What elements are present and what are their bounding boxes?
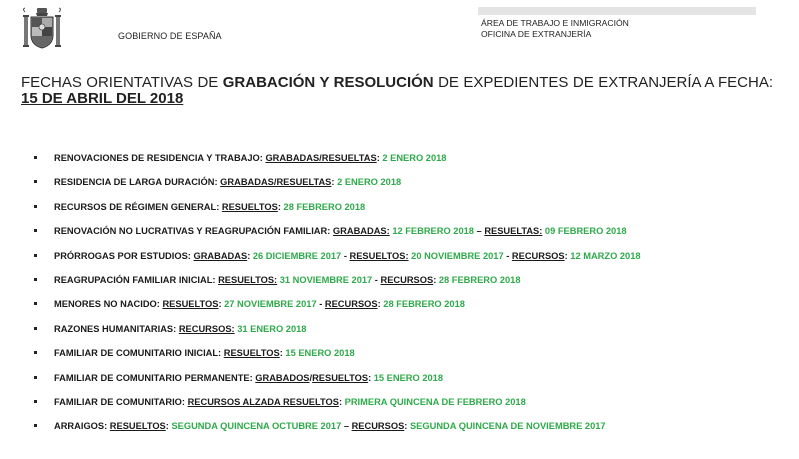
item-text: RENOVACIÓN NO LUCRATIVAS Y REAGRUPACIÓN FAMILIAR: (54, 226, 333, 237)
status-date: 09 FEBRERO 2018 (542, 226, 627, 237)
status-date: 12 FEBRERO 2018 (389, 226, 474, 237)
item-text: – (341, 421, 352, 432)
item-text: RECURSOS DE RÉGIMEN GENERAL: (54, 201, 222, 212)
list-item (34, 366, 641, 390)
list-item (34, 219, 641, 243)
status-date: SEGUNDA QUINCENA OCTUBRE 2017 (171, 421, 342, 432)
status-label: RESUELTOS (109, 421, 166, 432)
title-text-end: DE EXPEDIENTES DE EXTRANJERÍA A FECHA: (433, 74, 773, 91)
status-label: GRABADOS (255, 372, 310, 383)
list-item (34, 414, 641, 438)
status-label: RESUELTOS: (218, 274, 278, 285)
item-text: FAMILIAR DE COMUNITARIO INICIAL: (54, 348, 224, 359)
status-label: GRABADAS/RESUELTAS (265, 153, 377, 163)
title-date: 15 DE ABRIL DEL 2018 (21, 90, 184, 107)
status-label: RESUELTOS (223, 348, 280, 359)
status-label: RESUELTOS: (349, 250, 409, 261)
status-label: RECURSOS (380, 274, 434, 285)
status-label: RESUELTAS: (484, 226, 543, 237)
title-text-start: FECHAS ORIENTATIVAS DE (21, 74, 223, 91)
item-text: - (316, 299, 325, 310)
item-text: RESIDENCIA DE LARGA DURACIÓN: (54, 177, 221, 188)
list-item (34, 390, 641, 414)
list-item (34, 317, 641, 341)
list-item (34, 244, 641, 268)
item-text: : (165, 421, 172, 432)
status-label: RECURSOS ALZADA RESUELTOS (187, 396, 339, 407)
item-text: : (368, 372, 374, 383)
item-text: : (433, 274, 439, 285)
item-text: - (503, 250, 512, 261)
status-date: 27 NOVIEMBRE 2017 (224, 299, 317, 310)
status-label: RESUELTOS (162, 299, 219, 310)
government-name: GOBIERNO DE ESPAÑA (118, 31, 222, 41)
item-text: : (338, 396, 345, 407)
item-text: FAMILIAR DE COMUNITARIO: (54, 396, 188, 407)
status-date: 20 NOVIEMBRE 2017 (408, 250, 504, 261)
status-date: 28 FEBRERO 2018 (438, 274, 521, 285)
item-text: : (564, 250, 571, 261)
status-date: 28 FEBRERO 2018 (283, 201, 366, 212)
status-date: 26 DICIEMBRE 2017 (252, 250, 342, 261)
item-text: : (404, 421, 410, 432)
status-date: 31 NOVIEMBRE 2017 (277, 274, 373, 285)
status-date: 15 ENERO 2018 (285, 348, 355, 359)
list-item (34, 195, 641, 219)
list-item (34, 341, 641, 365)
item-text: RAZONES HUMANITARIAS: (54, 323, 179, 334)
list-item (34, 146, 641, 170)
department-header (481, 18, 629, 40)
item-text: : (377, 299, 384, 310)
coat-of-arms-icon (22, 7, 62, 49)
status-date: 2 ENERO 2018 (382, 153, 447, 163)
list-item (34, 292, 641, 316)
status-label: RECURSOS (351, 421, 405, 432)
status-date: PRIMERA QUINCENA DE FEBRERO 2018 (344, 396, 526, 407)
office-name: OFICINA DE EXTRANJERÍA (481, 29, 592, 39)
item-text: : (331, 177, 338, 188)
title-bold-text: GRABACIÓN Y RESOLUCIÓN (222, 74, 434, 91)
status-label: GRABADAS (193, 250, 248, 261)
item-text: - (372, 274, 381, 285)
item-text: / (309, 372, 313, 383)
status-label: GRABADAS/RESUELTAS (220, 177, 332, 188)
item-text: : (247, 250, 253, 261)
status-list (34, 146, 641, 439)
status-date: 12 MARZO 2018 (570, 250, 641, 261)
status-label: GRABADAS: (332, 226, 390, 237)
item-text: FAMILIAR DE COMUNITARIO PERMANENTE: (54, 372, 256, 383)
item-text: ARRAIGOS: (54, 421, 110, 432)
item-text: - (341, 250, 350, 261)
document-title (21, 75, 773, 107)
header-band (478, 7, 756, 15)
status-date: 2 ENERO 2018 (337, 177, 402, 188)
status-date: SEGUNDA QUINCENA DE NOVIEMBRE 2017 (409, 421, 606, 432)
item-text: : (279, 348, 286, 359)
status-label: RECURSOS: (178, 323, 235, 334)
list-item (34, 268, 641, 292)
status-label: RESUELTOS (312, 372, 369, 383)
item-text: : (218, 299, 225, 310)
status-label: RECURSOS (324, 299, 378, 310)
status-label: RESUELTOS (221, 201, 278, 212)
item-text: – (473, 226, 485, 237)
item-text: : (277, 201, 284, 212)
list-item (34, 170, 641, 194)
status-label: RECURSOS (511, 250, 565, 261)
status-date: 28 FEBRERO 2018 (383, 299, 465, 310)
item-text: PRÓRROGAS POR ESTUDIOS: (54, 250, 194, 261)
item-text: : (376, 153, 383, 163)
item-text: REAGRUPACIÓN FAMILIAR INICIAL: (54, 274, 219, 285)
item-text: MENORES NO NACIDO: (54, 299, 163, 310)
item-text: RENOVACIONES DE RESIDENCIA Y TRABAJO: (54, 153, 266, 163)
department-name: ÁREA DE TRABAJO E INMIGRACIÓN (481, 18, 629, 28)
status-date: 31 ENERO 2018 (234, 323, 307, 334)
status-date: 15 ENERO 2018 (373, 372, 443, 383)
